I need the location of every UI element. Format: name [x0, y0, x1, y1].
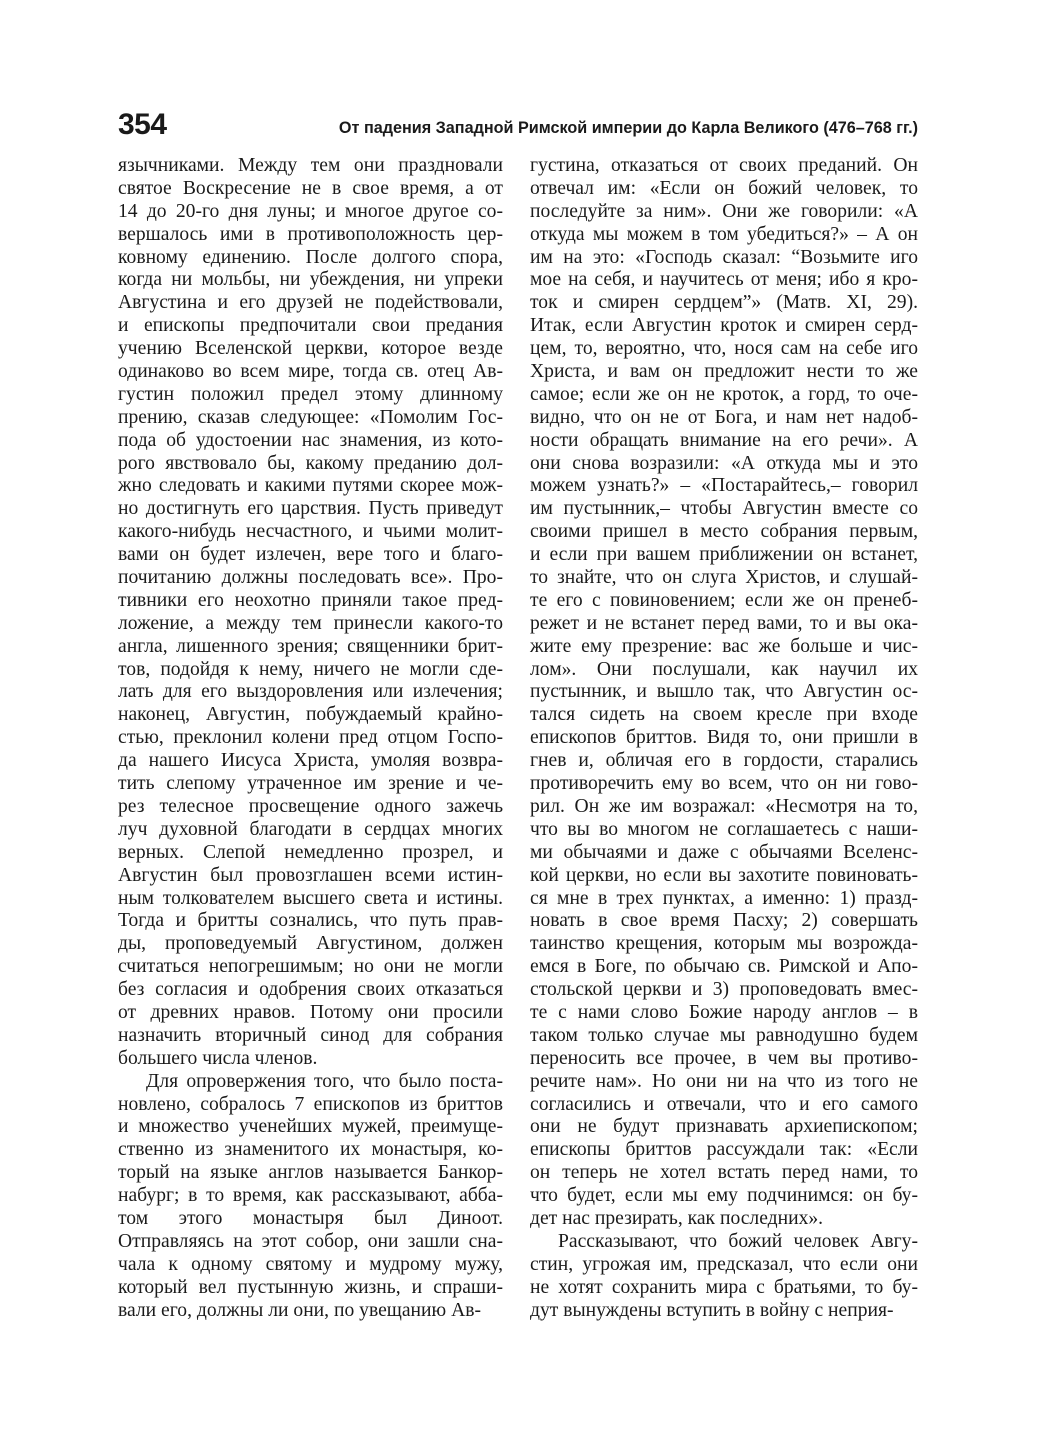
text-line: торый на языке англов называется Банкор- [118, 1162, 503, 1184]
text-line: большего числа членов. [118, 1047, 318, 1069]
text-line: емся в Боге, по обычаю св. Римской и Апо- [530, 956, 918, 978]
text-line: назначить вторичный синод для собрания [118, 1024, 503, 1046]
text-line: тов, подойдя к нему, ничего не могли сде- [118, 658, 503, 680]
running-header [118, 108, 918, 148]
text-line: видно, что он не от Бога, и нам нет надоб- [530, 406, 918, 428]
text-line: отвечал им: «Если он божий человек, то [530, 177, 918, 199]
text-line: густина, отказаться от своих преданий. Он [530, 155, 918, 176]
text-line: Тогда и бритты сознались, что путь прав- [118, 910, 503, 932]
text-line: пустынник, и вышло так, что Августин ос- [530, 681, 918, 703]
text-line: новлено, собралось 7 епископов из бриттов [118, 1093, 503, 1115]
text-line: цем, то, вероятно, что, нося сам на себе иго [530, 338, 918, 360]
text-line: Итак, если Августин кроток и смирен серд- [530, 315, 918, 337]
text-line: когда ни мольбы, ни убеждения, ни упреки [118, 269, 503, 291]
text-line: таком только случае мы равнодушно будем [530, 1024, 918, 1046]
text-line: Для опровержения того, что было поста- [146, 1070, 503, 1092]
text-line: новать в свое время Пасху; 2) совершать [530, 910, 918, 932]
text-line: согласились и отвечали, что и его самого [530, 1093, 918, 1115]
text-line: верных. Слепой немедленно прозрел, и [118, 841, 503, 863]
text-line: стин, угрожая им, предсказал, что если они [530, 1253, 918, 1275]
text-line: без согласия и одобрения своих отказаться [118, 979, 503, 1001]
text-line: одинаково во всем мире, тогда св. отец Ав- [118, 361, 503, 383]
text-line: дет нас презирать, как последних». [530, 1207, 824, 1229]
text-line: луч духовной благодати в сердцах многих [118, 818, 503, 840]
text-line: учению Вселенской церкви, которое везде [118, 338, 503, 360]
text-line: им пустынник,– чтобы Августин вместе со [530, 498, 918, 520]
text-line: англа, лишенного зрения; священники брит- [118, 635, 503, 657]
text-line: ды, проповедуемый Августином, должен [118, 933, 503, 955]
text-line: 14 до 20-го дня луны; и многое другое со- [118, 200, 503, 222]
text-line: рез телесное просвещение одного зажечь [118, 795, 503, 817]
page-number: 354 [118, 108, 167, 141]
text-line: том этого монастыря был Диноот. [118, 1207, 503, 1229]
text-line: речите нам». Но они ни на что из того не [530, 1070, 918, 1092]
text-line: Августина и его друзей не подействовали, [118, 292, 503, 314]
text-line: противоречить ему во всем, что он ни гово- [530, 773, 918, 795]
text-line: ток и смирен сердцем”» (Матв. XI, 29). [530, 292, 918, 314]
text-line: наконец, Августин, побуждаемый крайно- [118, 704, 503, 726]
text-line: жите ему презрение: вас же больше и чис- [530, 635, 918, 657]
text-line: таинство крещения, которым мы возрожда- [530, 933, 918, 955]
text-line: им на это: «Господь сказал: “Возьмите иго [530, 246, 918, 268]
text-line: вами он будет излечен, вере того и благо- [118, 544, 503, 566]
text-line: жно следовать и какими путями скорее мож- [118, 475, 503, 497]
text-line: считаться непогрешимым; но они не могли [118, 956, 503, 978]
text-line: Христа, и вам он предложит нести то же [530, 361, 918, 383]
text-line: язычниками. Между тем они праздновали [118, 155, 503, 176]
text-line: вершалось ими в противоположность цер- [118, 223, 503, 245]
text-line: лать для его выздоровления или излечения; [118, 681, 503, 703]
text-line: пода об удостоении нас знамения, из кото- [118, 429, 503, 451]
text-line: и множество ученейших мужей, преимуще- [118, 1116, 503, 1138]
text-line: мое на себя, и научитесь от меня; ибо я кро- [530, 269, 918, 291]
text-line: епископов бриттов. Видя то, они пришли в [530, 727, 918, 749]
text-line: ственно из знаменитого их монастыря, ко- [118, 1139, 503, 1161]
text-line: что вы во многом не соглашаетесь с наши- [530, 818, 918, 840]
text-line: то знайте, что он слуга Христов, и слушай- [530, 567, 918, 589]
text-line: откуда мы можем в том убедиться?» – А он [530, 223, 918, 245]
text-line: вали его, должны ли они, по увещанию Ав- [118, 1299, 481, 1321]
text-line: переносить все прочее, в чем вы противо- [530, 1047, 918, 1069]
text-line: прению, сказав следующее: «Помолим Гос- [118, 406, 503, 428]
text-line: и епископы предпочитали свои предания [118, 315, 503, 337]
text-line: и если при вашем приближении он встанет, [530, 544, 918, 566]
text-line: самое; если же он не кроток, а горд, то оче- [530, 383, 918, 405]
text-line: они снова возразили: «А откуда мы и это [530, 452, 918, 474]
text-line: ности обращать внимание на его речи». А [530, 429, 918, 451]
running-title: От падения Западной Римской империи до Карла Великого (476–768 гг.) [338, 119, 918, 137]
text-line: рого явствовало бы, какому преданию дол- [118, 452, 503, 474]
text-line: ным толкователем высшего света и истины. [118, 887, 503, 909]
text-line: какого-нибудь несчастного, и чьими молит- [118, 521, 503, 543]
text-line: чала к одному святому и мудрому мужу, [118, 1253, 503, 1275]
text-line: Августин был провозглашен всеми истин- [118, 864, 503, 886]
text-line: они не будут признавать архиепископом; [530, 1116, 918, 1138]
text-line: ложение, а между тем принесли какого-то [118, 612, 503, 634]
text-line: Отправляясь на этот собор, они зашли сна- [118, 1230, 503, 1252]
text-line: стью, преклонил колени пред отцом Госпо- [118, 727, 503, 749]
right-column [530, 155, 918, 1322]
text-line: почитанию должны последовать все». Про- [118, 567, 503, 589]
text-line: можем узнать?» – «Постарайтесь,– говорил [530, 475, 918, 497]
text-line: святое Воскресение не в свое время, а от [118, 177, 503, 199]
text-line: Рассказывают, что божий человек Авгу- [558, 1230, 918, 1252]
text-line: рил. Он же им возражал: «Несмотря на то, [530, 795, 918, 817]
text-line: ковному единению. После долгого спора, [118, 246, 503, 268]
text-line: да нашего Иисуса Христа, умоляя возвра- [118, 750, 503, 772]
text-line: что будет, если мы ему подчинимся: он бу- [530, 1185, 918, 1207]
text-line: который вел пустынную жизнь, и спраши- [118, 1276, 503, 1298]
text-line: епископы бриттов рассуждали так: «Если [530, 1139, 918, 1161]
text-line: не хотят сохранить мира с братьями, то бу- [530, 1276, 918, 1298]
text-line: дут вынуждены вступить в войну с неприя- [530, 1299, 894, 1321]
text-line: последуйте за ним». Они же говорили: «А [530, 200, 918, 222]
text-line: стольской церкви и 3) проповедовать вмес- [530, 979, 918, 1001]
text-line: тивники его неохотно приняли такое пред- [118, 589, 503, 611]
text-line: тался сидеть на своем кресле при входе [530, 704, 918, 726]
text-line: своими пришел в место собрания первым, [530, 521, 918, 543]
text-line: он теперь не хотел встать перед нами, то [530, 1162, 918, 1184]
text-line: ся мне в трех пунктах, а именно: 1) празд- [530, 887, 918, 909]
text-line: набург; в то время, как рассказывают, абба- [118, 1185, 503, 1207]
text-line: кой церкви, но если вы захотите повиновать- [530, 864, 918, 886]
text-line: от древних нравов. Потому они просили [118, 1001, 503, 1023]
text-line: те с нами слово Божие народу англов – в [530, 1001, 918, 1023]
text-line: гнев и, обличая его в гордости, старались [530, 750, 918, 772]
text-line: лом». Они послушали, как научил их [530, 658, 918, 680]
text-line: режет и не встанет перед вами, то и вы ока- [530, 612, 918, 634]
text-line: густин положил предел этому длинному [118, 383, 503, 405]
text-line: те его с повиновением; если же он пренеб- [530, 589, 918, 611]
text-line: но достигнуть его царствия. Пусть приведут [118, 498, 503, 520]
text-line: ми обычаями и даже с обычаями Вселенс- [530, 841, 918, 863]
left-column [118, 155, 503, 1322]
text-line: тить слепому утраченное им зрение и че- [118, 773, 503, 795]
